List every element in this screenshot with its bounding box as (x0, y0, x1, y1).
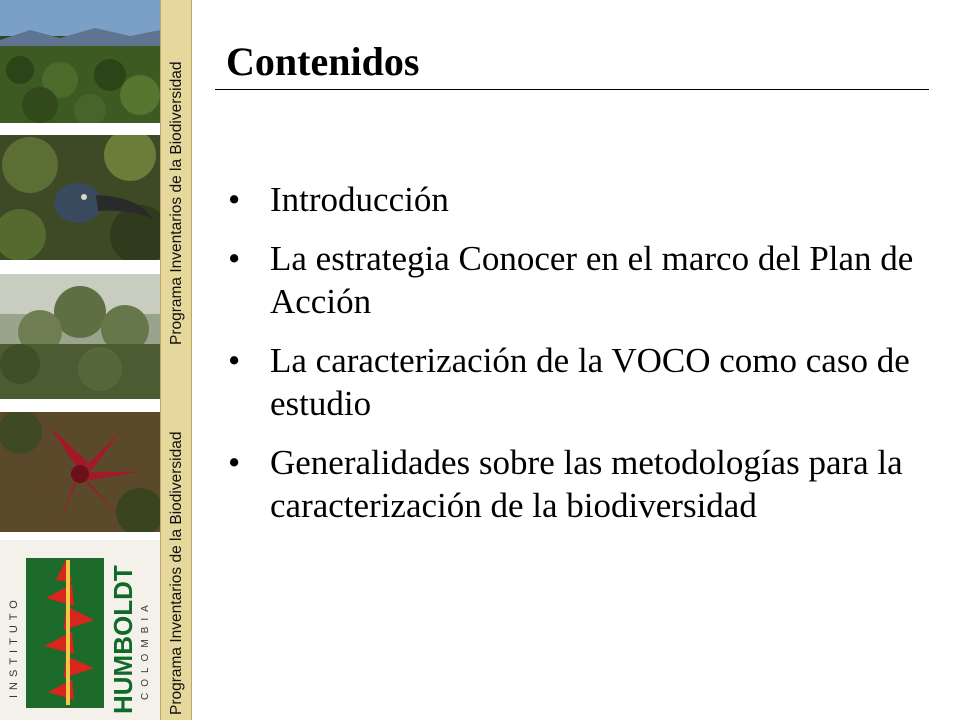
bullet-text: La estrategia Conocer en el marco del Plan de Acción (270, 239, 914, 321)
bullet-item-caracterizacion-voco (228, 339, 928, 425)
bullet-item-estrategia-conocer (228, 237, 928, 323)
bullet-dot: • (228, 239, 241, 278)
bullet-item-introduccion (228, 178, 928, 221)
bullet-text: Generalidades sobre las metodologías para la caracterización de la biodiversidad (270, 443, 903, 525)
bullet-list (228, 178, 928, 543)
misty-forest-photo (0, 274, 160, 399)
forest-landscape-photo (0, 0, 160, 123)
toucan-bird-photo (0, 135, 160, 260)
red-bromeliad-photo (0, 412, 160, 532)
vertical-program-label-lower: Programa Inventarios de la Biodiversidad (168, 431, 185, 715)
bullet-dot: • (228, 341, 241, 380)
logo-name-text: HUMBOLDT (108, 565, 138, 714)
bullet-text: La caracterización de la VOCO como caso de estudio (270, 341, 910, 423)
vertical-program-label-upper: Programa Inventarios de la Biodiversidad (168, 61, 185, 345)
bullet-dot: • (228, 443, 241, 482)
slide-title: Contenidos (226, 39, 420, 84)
title-underline (215, 89, 929, 90)
logo-institute-text: INSTITUTO (8, 595, 20, 698)
bullet-item-generalidades (228, 441, 928, 527)
bullet-text: Introducción (270, 180, 449, 219)
bullet-dot: • (228, 180, 241, 219)
logo-country-text: COLOMBIA (140, 599, 151, 700)
